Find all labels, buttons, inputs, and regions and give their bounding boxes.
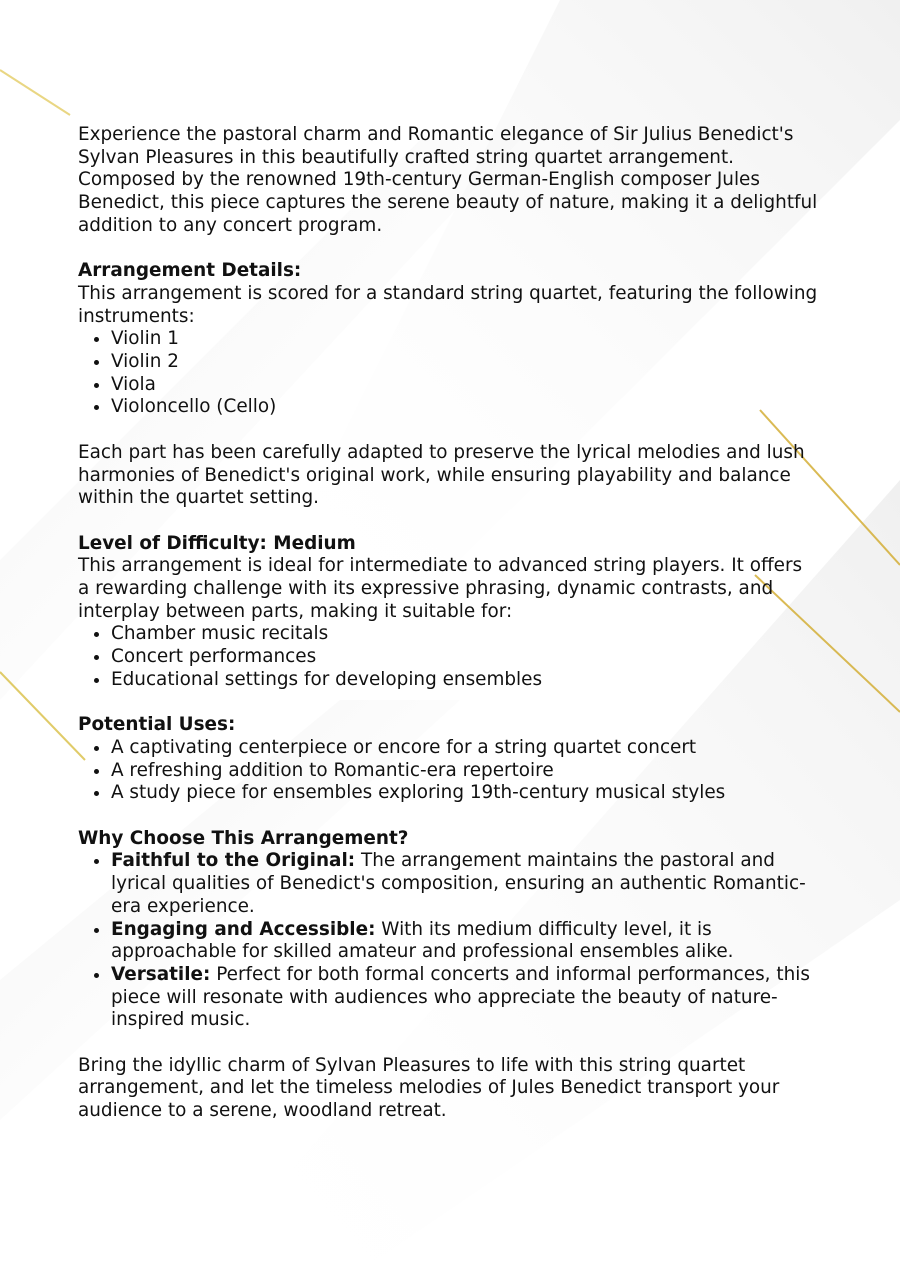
- list-item: • Chamber music recitals: [111, 623, 818, 646]
- list-item: • A study piece for ensembles exploring 19th-century musical styles: [111, 782, 818, 805]
- gold-accent-line: [0, 70, 70, 115]
- arrangement-description: This arrangement is scored for a standard string quartet, featuring the following instruments:: [78, 282, 818, 327]
- list-item: • Violoncello (Cello): [111, 396, 818, 419]
- reasons-list: [78, 850, 818, 1032]
- reason-text: With its medium difficulty level, it is approachable for skilled amateur and professional ensembles alike.: [111, 918, 734, 963]
- reason-title: Versatile:: [111, 963, 211, 985]
- reason-title: Faithful to the Original:: [111, 850, 356, 872]
- list-item: [111, 919, 818, 964]
- closing-paragraph: Bring the idyllic charm of Sylvan Pleasures to life with this string quartet arrangement, and let the timeless melodies of Jules Benedict transport your audience to a serene, woodland retreat.: [78, 1054, 780, 1122]
- uses-list: [78, 737, 818, 805]
- reason-title: Engaging and Accessible:: [111, 918, 376, 940]
- list-item: • Violin 1: [111, 328, 818, 351]
- arrangement-details-heading: Arrangement Details:: [78, 260, 302, 282]
- reason-text: The arrangement maintains the pastoral and lyrical qualities of Benedict's composition, ensuring an authentic Romantic-era experience.: [111, 850, 806, 917]
- list-item: • Violin 2: [111, 351, 818, 374]
- document-body: [78, 124, 818, 1123]
- arrangement-notes: Each part has been carefully adapted to preserve the lyrical melodies and lush harmonies of Benedict's original work, while ensuring playability and balance within the quartet setting.: [78, 441, 805, 509]
- gold-accent-line: [0, 672, 85, 760]
- list-item: • Concert performances: [111, 646, 818, 669]
- reason-text: Perfect for both formal concerts and informal performances, this piece will resonate with audiences who appreciate the beauty of nature-inspired music.: [111, 963, 810, 1031]
- list-item: • A captivating centerpiece or encore for a string quartet concert: [111, 737, 818, 760]
- instrument-list: [78, 328, 818, 419]
- intro-paragraph: Experience the pastoral charm and Romantic elegance of Sir Julius Benedict's Sylvan Pleasures in this beautifully crafted string quartet arrangement. Composed by the renowned 19th-century German-English composer Jules Benedict, this piece captures the serene beauty of nature, making it a delightful addition to any concert program.: [78, 124, 818, 236]
- potential-uses-heading: Potential Uses:: [78, 714, 236, 736]
- suitability-list: [78, 623, 818, 691]
- difficulty-description: This arrangement is ideal for intermediate to advanced string players. It offers a rewarding challenge with its expressive phrasing, dynamic contrasts, and interplay between parts, making it suitable for:: [78, 555, 803, 622]
- list-item: • Viola: [111, 374, 818, 397]
- list-item: • Educational settings for developing ensembles: [111, 669, 818, 692]
- difficulty-heading: Level of Difficulty: Medium: [78, 532, 356, 554]
- list-item: [111, 850, 818, 918]
- list-item: • A refreshing addition to Romantic-era repertoire: [111, 760, 818, 783]
- list-item: [111, 964, 818, 1032]
- why-choose-heading: Why Choose This Arrangement?: [78, 827, 409, 849]
